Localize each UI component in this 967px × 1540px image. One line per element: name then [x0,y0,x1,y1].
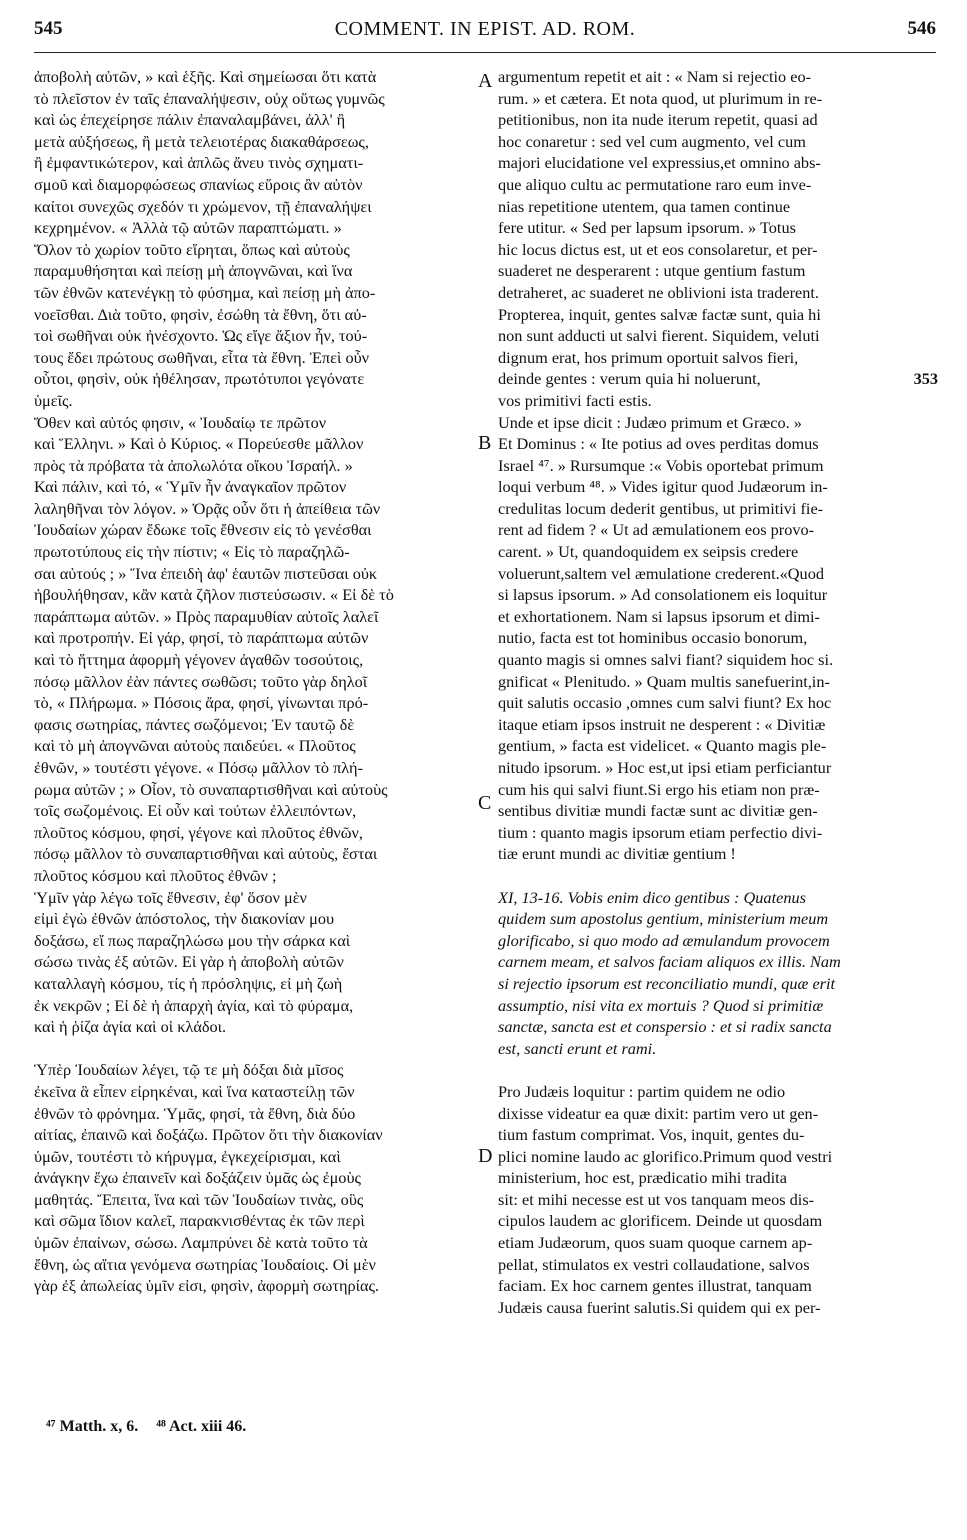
text-line: πόσῳ μᾶλλον τὸ συναπαρτισθῆναι καὶ αὐτοὺς, ἔσται [34,844,378,864]
text-line: nias repetitione utentem, qua tamen continue [498,196,791,216]
section-marker-a: A [478,70,493,92]
text-line: Ὅλον τὸ χωρίον τοῦτο εἴρηται, ὅπως καὶ αὐτοὺς [34,239,350,259]
text-line: ministerium, hoc est, prædicatio mihi tradita [498,1168,787,1188]
text-line: quanto magis si omnes salvi fiant? siquidem hoc si. [498,650,834,670]
text-line: plici nomine laudo ac glorifico.Primum quod vestri [498,1146,833,1166]
text-line: σώσω τινὰς ἐξ αὐτῶν. Εἰ γὰρ ἡ ἀποβολὴ αὐτῶν [34,952,344,972]
text-line: κεχρημένον. « Ἀλλὰ τῷ αὐτῶν παραπτώματι. » [34,218,342,238]
text-line: τὸ, « Πλήρωμα. » Πόσοις ἄρα, φησί, γίνωνται πρό- [34,693,369,713]
text-line: ἐθνῶν τὸ φρόνημα. Ὑμᾶς, φησί, τὰ ἔθνη, διὰ δύο [34,1103,356,1123]
paragraph-gap [498,865,938,887]
text-line: pellat, stimulatos ex vestri collaudatione, salvos [498,1254,810,1274]
text-line: καὶ Ἕλληνι. » Καὶ ὁ Κύριος. « Πορεύεσθε μᾶλλον [34,434,364,454]
text-line: itaque etiam ipsos instruit ne desperent : « Divitiæ [498,714,826,734]
text-line: ρωμα αὐτῶν ; » Οἷον, τὸ συναπαρτισθῆναι καὶ αὐτοὺς [34,779,388,799]
greek-text-column [34,66,478,1297]
text-line: ἐθνῶν, » τουτέστι γέγονε. « Πόσῳ μᾶλλον τὸ πλή- [34,758,363,777]
text-line: ἢ ἐμφαντικώτερον, καὶ ἁπλῶς ἄνευ τινὸς σχηματι- [34,153,364,173]
text-line: καὶ τὸ ἥττημα ἀφορμὴ γέγονεν ἀγαθῶν τοσούτοις, [34,650,364,670]
text-line: cum his qui salvi fiunt.Si ergo his etiam non præ- [498,779,820,799]
text-line: πόσῳ μᾶλλον ἐὰν πάντες σωθῶσι; τοῦτο γὰρ δηλοῖ [34,671,368,691]
text-line: ὑμῶν, τουτέστι τὸ κήρυγμα, ἐγκεχείρισμαι, καὶ [34,1146,341,1166]
text-line: πλοῦτος κόσμου καὶ πλοῦτος ἐθνῶν ; [34,865,277,885]
text-line: φασις σωτηρίας, πάντες σωζόμενοι; Ἐν ταυτῷ δὲ [34,714,355,734]
text-line: καταλλαγὴ κόσμου, τίς ἡ πρόσληψις, εἰ μὴ ζωὴ [34,973,343,993]
text-line: οὗτοι, φησὶν, οὐκ ἠθέλησαν, πρωτότυποι γεγόνατε [34,369,365,389]
text-line: tiæ erunt mundi ac divitiæ gentium ! [498,844,736,864]
text-line: deinde gentes : verum quia hi noluerunt, [498,369,761,389]
text-line: glorificabo, si quo modo ad æmulandum provocem [498,930,830,950]
text-line: ἀνάγκην ἔχω ἐπαινεῖν καὶ δοξάζειν ὑμᾶς ὡς ἐμοὺς [34,1168,361,1188]
text-line: ὑμῶν ἐπαίνων, σώσω. Λαμπρύνει δὲ κατὰ τοῦτο τὰ [34,1233,368,1253]
text-line: καὶ ἡ ῥίζα ἁγία καὶ οἱ κλάδοι. [34,1017,227,1037]
text-line: πλοῦτος κόσμου, φησί, γέγονε καὶ πλοῦτος ἐθνῶν, [34,822,363,842]
text-line: Ἰουδαίων χώραν ἔδωκε τοῖς ἔθνεσιν εἰς τὸ γενέσθαι [34,520,372,540]
text-line: carnem meam, et salvos faciam aliquos ex illis. Nam [498,952,841,972]
text-line: rum. » et cætera. Et nota quod, ut plurimum in re- [498,88,823,108]
text-line: tium : quanto magis ipsorum etiam perfectio divi- [498,822,823,842]
text-line: παράπτωμα αὐτῶν. » Πρὸς παραμυθίαν αὐτοῖς λαλεῖ [34,606,379,626]
text-line: τὸ πλεῖστον ἐν ταῖς ἐπαναλήψεσιν, οὐχ οὕτως γυμνῶς [34,88,385,108]
text-line: Καὶ πάλιν, καὶ τό, « Ὑμῖν ἦν ἀναγκαῖον πρῶτον [34,477,347,497]
text-line: σμοῦ καὶ διαμορφώσεως σπανίως εὕροις ἂν αὐτὸν [34,174,363,194]
text-line: dignum erat, hos primum oportuit salvos fieri, [498,347,799,367]
text-line: πρὸς τὰ πρόβατα τὰ ἀπολωλότα οἴκου Ἰσραήλ. » [34,455,353,475]
text-line: Ὑμῖν γὰρ λέγω τοῖς ἔθνεσιν, ἐφ' ὅσον μὲν [34,887,307,907]
text-line: faciam. Ex hoc carnem gentes illustrat, tanquam [498,1276,812,1296]
text-line: si rejectio ipsorum est reconciliatio mundi, quæ erit [498,973,836,993]
text-line: et exhortationem. Nam si lapsus ipsorum et dimi- [498,606,820,626]
text-line: carent. » Ut, quandoquidem ex seipsis credere [498,542,799,562]
text-line: cipulos laudem ac glorificem. Deinde ut quosdam [498,1211,823,1231]
text-line: τους ἔδει πρώτους σωθῆναι, εἶτα τὰ ἔθνη. Ἐπεὶ οὖν [34,347,370,367]
text-line: sentibus divitiæ mundi factæ sunt ac divitiæ gen- [498,801,818,821]
text-line: etiam Judæorum, quos suam quoque carnem ap- [498,1233,813,1253]
text-line: rent ad fidem ? « Ut ad æmulationem eos provo- [498,520,815,540]
paragraph-gap [34,1038,478,1060]
text-line: nutio, facta est tot hominibus occasio bonorum, [498,628,808,648]
text-line: loqui verbum ⁴⁸. » Vides igitur quod Judæorum in- [498,477,828,497]
text-line: καὶ προτροπήν. Εἰ γάρ, φησί, τὸ παράπτωμα αὐτῶν [34,628,369,648]
text-line: sanctæ, sancta est et conspersio : et si radix sancta [498,1017,832,1037]
text-line: XI, 13-16. Vobis enim dico gentibus : Quatenus [498,887,806,907]
text-line: τοῖς σωζομένοις. Εἰ οὖν καὶ τούτων ἐλλειπόντων, [34,801,357,821]
column-number: 353 [913,369,938,389]
text-line: λαληθῆναι τὸν λόγον. » Ὁρᾷς οὖν ὅτι ἡ ἀπείθεια τῶν [34,498,381,518]
text-line: Propterea, inquit, gentes salvæ factæ sunt, quia hi [498,304,821,324]
text-line: Ὅθεν καὶ αὐτός φησιν, « Ἰουδαίῳ τε πρῶτον [34,412,327,432]
text-line: νοεῖσθαι. Διὰ τοῦτο, φησὶν, ἐσώθη τὰ ἔθνη, ὅτι αὐ- [34,304,367,324]
text-line: ἐκεῖνα ἃ εἶπεν εἰρηκέναι, καὶ ἵνα καταστείλῃ τῶν [34,1081,355,1101]
text-line: detraheret, ac suaderet ne oblivioni ista traderent. [498,282,819,302]
section-marker-d: D [478,1145,493,1167]
text-line: majori elucidatione vel expressius,et omnino abs- [498,153,821,173]
text-line: quit salutis occasio ,omnes cum salvi fiunt? Ex hoc [498,693,832,713]
text-line: hoc conaretur : sed vel cum augmento, vel cum [498,131,806,151]
paragraph-gap [498,1059,938,1081]
text-line: petitionibus, non ita nude iterum repetit, quasi ad [498,110,818,130]
text-line: Pro Judæis loquitur : partim quidem ne odio [498,1081,786,1101]
text-line: παραμυθήσηται καὶ πείσῃ μὴ ἀπογνῶναι, καὶ ἵνα [34,261,353,281]
text-line: καὶ σῶμα ἴδιον καλεῖ, παρακνισθέντας ἐκ τῶν περὶ [34,1211,365,1231]
text-line: ὑμεῖς. [34,390,73,410]
text-line: vos primitivi facti estis. [498,390,652,410]
text-line: καὶ ὡς ἐπεχείρησε πάλιν ἐπαναλαμβάνει, ἀλλ' ἢ [34,110,346,130]
section-marker-b: B [478,432,492,454]
text-line: hic locus dictus est, ut et eos consolaretur, et per- [498,239,818,259]
text-line: Unde et ipse dicit : Judæo primum et Græco. » [498,412,802,432]
text-line: gnificat « Plenitudo. » Quam multis sanefuerint,in- [498,671,830,691]
text-line: assumptio, nisi vita ex mortuis ? Quod si primitiæ [498,995,824,1015]
text-line: δοξάσω, εἴ πως παραζηλώσω μου τὴν σάρκα καὶ [34,930,351,950]
text-line: τῶν ἐθνῶν κατενέγκῃ τὸ φύσημα, καὶ πείσῃ μὴ ἀπο- [34,282,376,302]
text-line: que aliquo cultu ac permutatione raro eum inve- [498,174,812,194]
footnotes [46,1418,260,1436]
text-line: tium fastum comprimat. Vos, inquit, gentes du- [498,1125,805,1145]
page-number-right: 546 [907,18,936,39]
text-line: γὰρ ἐξ ἀπωλείας ὑμῖν εἰσι, φησὶν, ἀφορμὴ σωτηρίας. [34,1276,380,1296]
text-line: σαι αὐτούς ; » Ἵνα ἐπειδὴ ἀφ' ἑαυτῶν πιστεῦσαι οὐκ [34,563,378,583]
text-line: non sunt adducti ut salvi fierent. Siquidem, veluti [498,326,820,346]
footnote-48: ⁴⁸ Act. xiii 46. [156,1418,247,1435]
text-line: αἰτίας, ἐπαινῶ καὶ δοξάζω. Πρῶτον ὅτι τὴν διακονίαν [34,1125,383,1145]
text-line: μετὰ αὐξήσεως, ἢ μετὰ τελειοτέρας διακαθάρσεως, [34,131,369,151]
text-line: τοὶ σωθῆναι οὐκ ἠνέσχοντο. Ὡς εἴγε ἄξιον ἦν, τού- [34,326,368,346]
text-line: ἀποβολὴ αὐτῶν, » καὶ ἑξῆς. Καὶ σημείωσαι ὅτι κατὰ [34,67,377,86]
text-line: fere utitur. « Sed per lapsum ipsorum. » Totus [498,218,796,238]
text-line: si lapsus ipsorum. » Ad consolationem eis loquitur [498,585,828,605]
footnote-47: ⁴⁷ Matth. x, 6. [46,1418,139,1435]
section-marker-c: C [478,792,492,814]
text-line: credulitas locum dederit gentibus, ut primitivi fie- [498,498,824,518]
text-line: gentium, » facta est videlicet. « Quanto magis ple- [498,736,827,756]
text-line: ἠβουλήθησαν, κἂν κατὰ ζῆλον πιστεύσωσιν. « Εἰ δὲ τὸ [34,585,394,605]
text-line: suaderet ne desperarent : utque gentium fastum [498,261,806,281]
text-line: quidem sum apostolus gentium, ministerium meum [498,909,829,929]
text-line: πρωτοτύπους εἰς τὴν πίστιν; « Εἰς τὸ παραζηλῶ- [34,542,350,562]
text-line: argumentum repetit et ait : « Nam si rejectio eo- [498,67,812,86]
text-line: μαθητάς. Ἔπειτα, ἵνα καὶ τῶν Ἰουδαίων τινὰς, οὓς [34,1189,364,1209]
text-line: est, sancti erunt et rami. [498,1038,657,1058]
text-line: Ὑπὲρ Ἰουδαίων λέγει, τῷ τε μὴ δόξαι διὰ μῖσος [34,1060,344,1080]
text-line: dixisse videatur ea quæ dixit: partim vero ut gen- [498,1103,819,1123]
text-line: Israel ⁴⁷. » Rursumque :« Vobis oportebat primum [498,455,824,475]
text-line: ἔθνη, ὡς αἴτια γενόμενα σωτηρίας Ἰουδαίοις. Οἱ μὲν [34,1254,376,1274]
text-line: Judæis causa fuerint salutis.Si quidem qui ex per- [498,1297,821,1317]
page-header [34,12,936,53]
page-number-left: 545 [34,18,63,39]
text-line: εἰμὶ ἐγὼ ἐθνῶν ἀπόστολος, τὴν διακονίαν μου [34,909,335,929]
running-title: COMMENT. IN EPIST. AD. ROM. [334,18,636,40]
text-line: sit: et mihi necesse est ut vos tanquam meos dis- [498,1189,815,1209]
text-line: ἐκ νεκρῶν ; Εἰ δὲ ἡ ἀπαρχὴ ἁγία, καὶ τὸ φύραμα, [34,995,354,1015]
text-line: Et Dominus : « Ite potius ad oves perditas domus [498,434,819,454]
latin-text-column [498,66,938,1318]
text-line: voluerunt,saltem vel æmulatione crederent.«Quod [498,563,824,583]
text-line: καὶ τὸ μὴ ἀπογνῶναι αὐτοὺς παιδεύει. « Πλοῦτος [34,736,356,756]
text-line: καίτοι συνεχῶς σχεδόν τι χρώμενον, τῇ ἐπαναλήψει [34,196,372,216]
text-line: nitudo ipsorum. » Hoc est,ut ipsi etiam perficiantur [498,758,832,777]
